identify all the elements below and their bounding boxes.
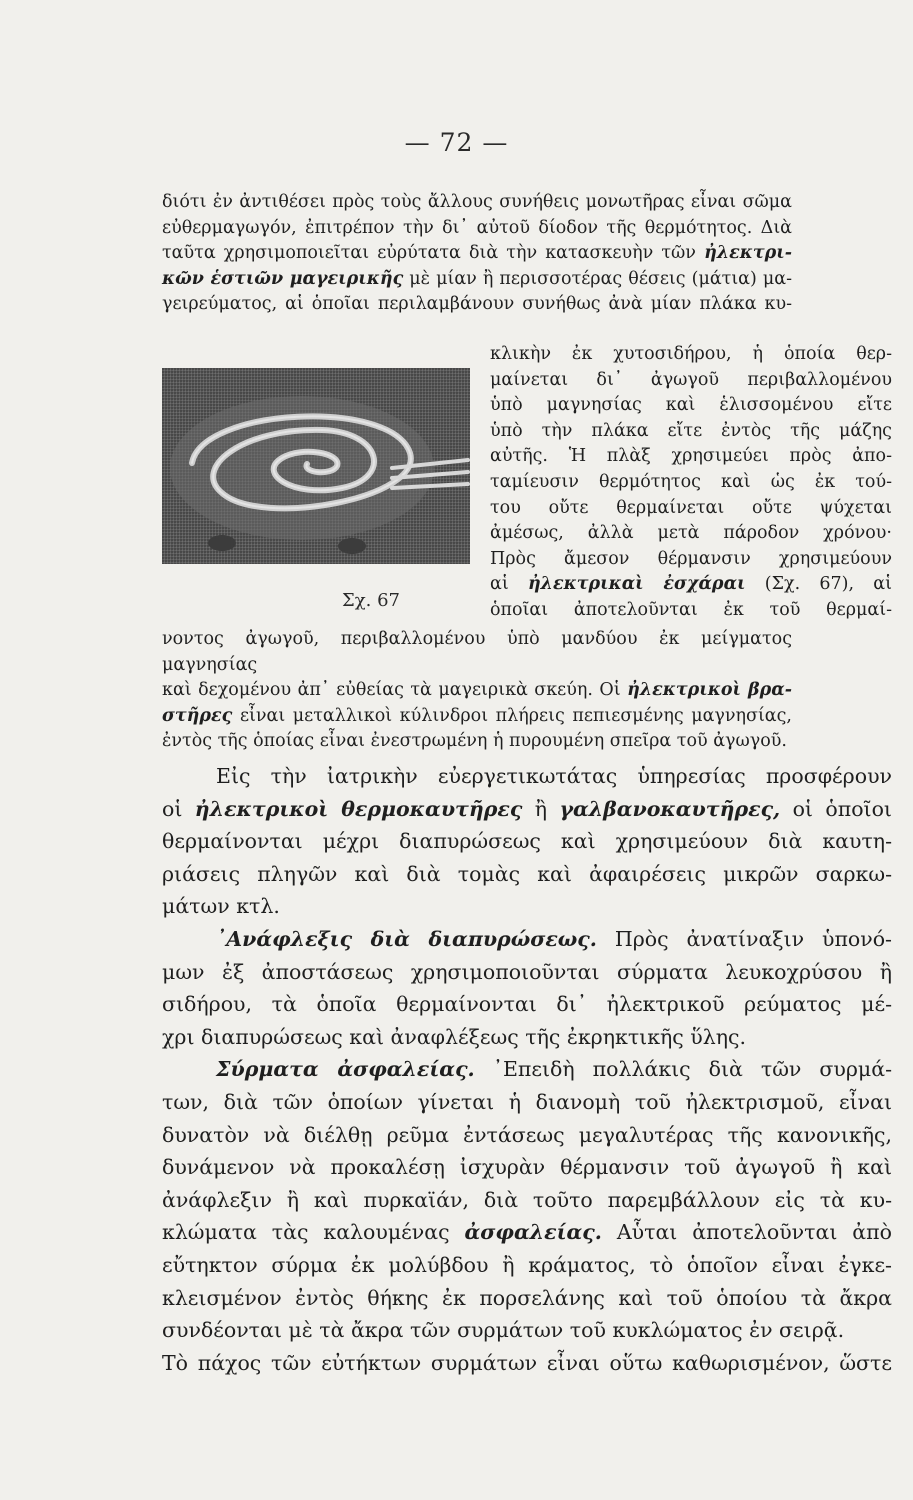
text-line: ταῦτα χρησιμοποιεῖται εὐρύτατα διὰ τὴν κατασκευὴν τῶν ἠλεκτρι- (162, 243, 792, 264)
paragraph-fuse-wires (162, 1053, 892, 1346)
text-line: γειρεύματος, αἱ ὁποῖαι περιλαμβάνουν συνήθως ἀνὰ μίαν πλάκα κυ- (162, 294, 792, 315)
text-line: του οὔτε θερμαίνεται οὔτε ψύχεται (490, 497, 892, 518)
text-line: καὶ δεχομένου ἀπ᾿ εὐθείας τὰ μαγειρικὰ σκεύη. Οἱ ἠλεκτρικοὶ βρα- (162, 680, 792, 701)
text-line: σιδήρου, τὰ ὁποῖα θερμαίνονται δι᾿ ἠλεκτρικοῦ ρεύματος μέ- (162, 992, 892, 1017)
text-line: ἀμέσως, ἀλλὰ μετὰ πάροδον χρόνου· (490, 523, 892, 544)
text-line: κλώματα τὰς καλουμένας ἀσφαλείας. Αὗται ἀποτελοῦνται ἀπὸ (162, 1220, 892, 1245)
electric-grill-illustration (162, 368, 470, 564)
text-line: χρι διαπυρώσεως καὶ ἀναφλέξεως τῆς ἐκρηκτικῆς ὕλης. (162, 1024, 747, 1049)
page-number: — 72 — (404, 128, 509, 157)
text-line: ὑπὸ τὴν πλάκα εἴτε ἐντὸς τῆς μάζης (490, 420, 892, 441)
text-line: μάτων κτλ. (162, 894, 280, 919)
section-heading: Σύρματα ἀσφαλείας. (216, 1057, 475, 1082)
text-line: ἀνάφλεξιν ἢ καὶ πυρκαϊάν, διὰ τοῦτο παρεμβάλλουν εἰς τὰ κυ- (162, 1187, 892, 1212)
figure-caption: Σχ. 67 (342, 590, 400, 611)
text-line: θερμαίνονται μέχρι διαπυρώσεως καὶ χρησιμεύουν διὰ καυτη- (162, 829, 892, 854)
text-line: νοντος ἀγωγοῦ, περιβαλλομένου ὑπὸ μανδύου ἐκ μείγματος μαγνησίας (162, 629, 792, 675)
figure-67 (162, 368, 472, 618)
paragraph-medical-cauteries (162, 760, 892, 923)
text-line: Πρὸς ἄμεσον θέρμανσιν χρησιμεύουν (490, 548, 892, 569)
emphasis-term: κῶν ἑστιῶν μαγειρικῆς (162, 268, 404, 289)
text-line: εὔτηκτον σύρμα ἐκ μολύβδου ἢ κράματος, τὸ ὁποῖον εἶναι ἐγκε- (162, 1252, 892, 1277)
text-line: Εἰς τὴν ἰατρικὴν εὐεργετικωτάτας ὑπηρεσίας προσφέρουν (216, 764, 892, 788)
section-heading: ᾿Ανάφλεξις διὰ διαπυρώσεως. (216, 926, 597, 951)
wrapped-text-column (490, 342, 892, 624)
text-line: συνδέονται μὲ τὰ ἄκρα τῶν συρμάτων τοῦ κυκλώματος ἐν σειρᾷ. (162, 1318, 845, 1343)
emphasis-term: στῆρες (162, 705, 233, 726)
text-line: Τὸ πάχος τῶν εὐτήκτων συρμάτων εἶναι οὕτω καθωρισμένον, ὥστε (162, 1350, 892, 1375)
text-line: δυνάμενον νὰ προκαλέσῃ ἰσχυρὰν θέρμανσιν τοῦ ἀγωγοῦ ἢ καὶ (162, 1155, 892, 1180)
text-line: στῆρες εἶναι μεταλλικοὶ κύλινδροι πλήρεις πεπιεσμένης μαγνησίας, (162, 705, 792, 726)
text-line: Σύρματα ἀσφαλείας. ᾿Επειδὴ πολλάκις διὰ τῶν συρμά- (216, 1057, 892, 1082)
text-line: αὐτῆς. Ἡ πλὰξ χρησιμεύει πρὸς ἀπο- (490, 446, 892, 467)
text-line: κλεισμένον ἐντὸς θήκης ἐκ πορσελάνης καὶ τοῦ ὁποίου τὰ ἄκρα (162, 1285, 892, 1310)
text-line: ὁποῖαι ἀποτελοῦνται ἐκ τοῦ θερμαί- (490, 599, 892, 620)
paragraph-ignition (162, 923, 892, 1053)
text-line: ριάσεις πληγῶν καὶ διὰ τομὰς καὶ ἀφαιρέσεις μικρῶν σαρκω- (162, 861, 892, 886)
main-text (162, 760, 892, 1379)
text-line: ὑπὸ μαγνησίας καὶ ἑλισσομένου εἴτε (490, 395, 892, 416)
emphasis-term: ἠλεκτρι- (704, 243, 792, 264)
text-line: διότι ἐν ἀντιθέσει πρὸς τοὺς ἄλλους συνήθεις μονωτῆρας εἶναι σῶμα (162, 192, 792, 212)
text-line: δυνατὸν νὰ διέλθῃ ρεῦμα ἐντάσεως μεγαλυτέρας τῆς κανονικῆς, (162, 1122, 892, 1147)
text-line: οἱ ἠλεκτρικοὶ θερμοκαυτῆρες ἢ γαλβανοκαυτῆρες, οἱ ὁποῖοι (162, 796, 892, 821)
emphasis-term: ἠλεκτρικοὶ θερμοκαυτῆρες (194, 796, 523, 821)
text-line: αἱ ἠλεκτρικαὶ ἐσχάραι (Σχ. 67), αἱ (490, 574, 892, 595)
text-line: κῶν ἑστιῶν μαγειρικῆς μὲ μίαν ἢ περισσοτέρας θέσεις (μάτια) μα- (162, 268, 792, 289)
mid-paragraph (162, 627, 792, 755)
paragraph-fuse-thickness (162, 1347, 892, 1380)
text-line: μων ἐξ ἀποστάσεως χρησιμοποιοῦνται σύρματα λευκοχρύσου ἢ (162, 959, 892, 984)
text-line: ᾿Ανάφλεξις διὰ διαπυρώσεως. Πρὸς ἀνατίναξιν ὑπονό- (216, 926, 892, 951)
emphasis-term: ἠλεκτρικαὶ ἐσχάραι (527, 574, 746, 595)
emphasis-term: ἠλεκτρικοὶ βρα- (627, 680, 792, 701)
text-line: κλικὴν ἐκ χυτοσιδήρου, ἡ ὁποία θερ- (490, 344, 892, 364)
text-line: εὐθερμαγωγόν, ἐπιτρέπον τὴν δι᾿ αὐτοῦ δίοδον τῆς θερμότητος. Διὰ (162, 217, 792, 238)
emphasis-term: γαλβανοκαυτῆρες, (559, 796, 781, 821)
top-paragraph (162, 190, 792, 318)
text-line: μαίνεται δι᾿ ἀγωγοῦ περιβαλλομένου (490, 369, 892, 390)
text-line: ταμίευσιν θερμότητος καὶ ὡς ἐκ τού- (490, 471, 892, 492)
text-line: ἐντὸς τῆς ὁποίας εἶναι ἐνεστρωμένη ἡ πυρουμένη σπεῖρα τοῦ ἀγωγοῦ. (162, 731, 787, 752)
emphasis-term: ἀσφαλείας. (464, 1220, 602, 1245)
text-line: των, διὰ τῶν ὁποίων γίνεται ἡ διανομὴ τοῦ ἠλεκτρισμοῦ, εἶναι (162, 1089, 892, 1114)
